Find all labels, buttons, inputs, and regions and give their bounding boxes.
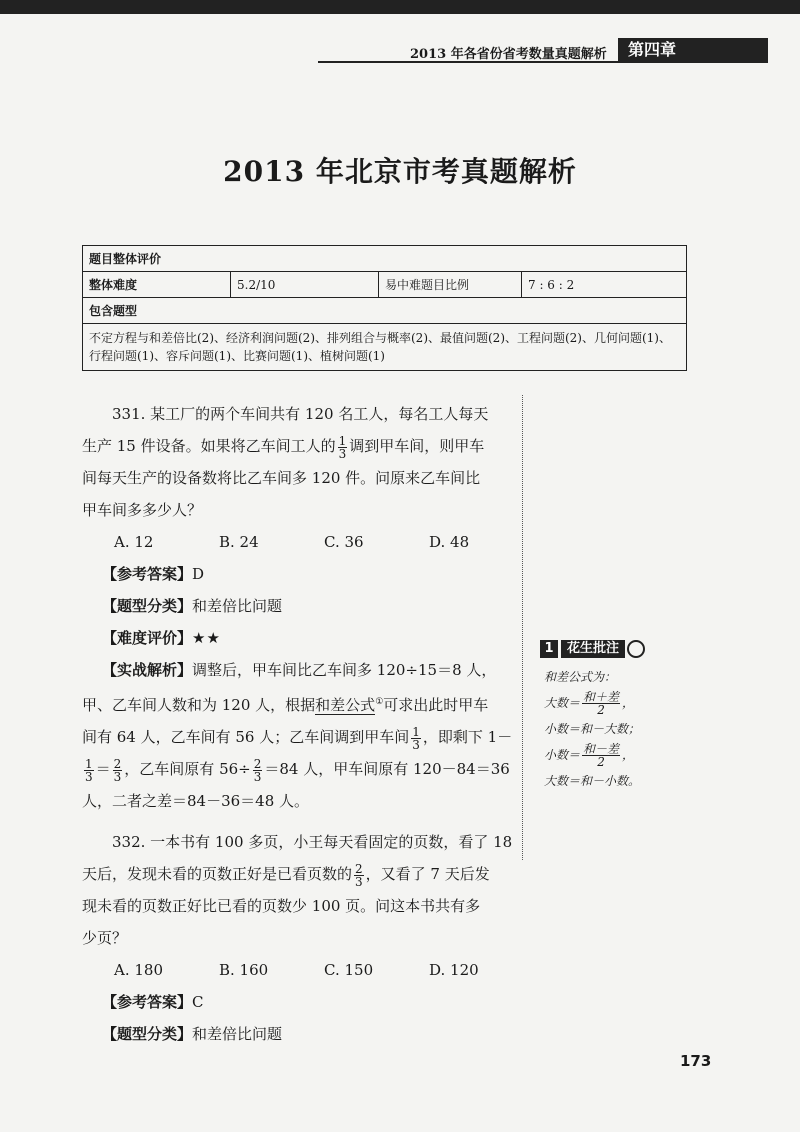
q331-line1: 331. 某工厂的两个车间共有 120 名工人，每名工人每天 [112,405,489,423]
fraction: $\frac{1}{3}$ [338,433,347,461]
q331-line3: 间每天生产的设备数将比乙车间多 120 件。问原来乙车间比 [82,469,481,487]
q332-line3: 现未看的页数正好比已看的页数少 100 页。问这本书共有多 [82,897,481,915]
q331-analysis-line1: 【实战解析】调整后，甲车间比乙车间多 120÷15＝8 人， [102,661,497,679]
question-332 [82,826,522,1050]
side-note [540,640,680,794]
q331-line2: 生产 15 件设备。如果将乙车间工人的 $\frac{1}{3}$ 调到甲车间，则甲车 [82,433,485,461]
option-b: B. 24 [219,533,259,551]
q331-analysis-line5: 人，二者之差＝84－36＝48 人。 [82,792,310,810]
q331-answer: 【参考答案】D [102,565,205,583]
pen-icon [627,640,645,658]
note-line2: 大数＝ $\frac{\text{和＋差}}{2}$ ， [544,690,635,717]
option-d: D. 120 [429,961,479,979]
types-label: 包含题型 [83,298,687,324]
header-rule [318,61,768,63]
question-331 [82,398,522,817]
option-a: A. 12 [114,533,154,551]
difficulty-stars: ★★ [192,629,221,647]
difficulty-label: 整体难度 [83,272,231,298]
q332-answer: 【参考答案】C [102,993,204,1011]
q331-analysis-line4: $\frac{1}{3}$ ＝ $\frac{2}{3}$ ，乙车间原有 56÷ $\frac{2}{3}$ ＝84 人，甲车间原有 120－84＝36 [85,756,510,784]
q331-type: 【题型分类】和差倍比问题 [102,597,283,615]
ratio-value: 7 : 6 : 2 [522,272,687,298]
option-d: D. 48 [429,533,470,551]
evaluation-table [82,245,687,371]
fraction: $\frac{2}{3}$ [355,861,363,889]
note-line4: 小数＝ $\frac{\text{和－差}}{2}$ ， [544,742,635,769]
note-line1: 和差公式为： [544,670,617,684]
running-header-text: 2013 年各省份省考数量真题解析 [410,47,607,62]
q332-type: 【题型分类】和差倍比问题 [102,1025,283,1043]
running-header [318,40,768,62]
option-c: C. 150 [324,961,374,979]
note-number: 1 [540,640,558,658]
page-number: 173 [680,1052,712,1070]
note-line3: 小数＝和－大数； [544,722,641,736]
q332-options [82,954,522,986]
note-line5: 大数＝和－小数。 [544,774,641,788]
overall-label: 题目整体评价 [83,246,687,272]
option-a: A. 180 [114,961,163,979]
column-divider [522,395,523,860]
difficulty-value: 5.2/10 [231,272,379,298]
q331-options [82,526,522,558]
chapter-badge: 第四章 [618,38,768,62]
q332-line4: 少页？ [82,929,128,947]
page-title: 2013 年北京市考真题解析 [223,155,577,188]
note-header [540,640,680,658]
q331-difficulty: 【难度评价】★★ [102,629,221,647]
q331-analysis-line2: 甲、乙车间人数和为 120 人，根据和差公式①可求出此时甲车 [82,696,489,714]
option-b: B. 160 [219,961,269,979]
q332-line1: 332. 一本书有 100 多页，小王每天看固定的页数，看了 18 [112,833,513,851]
option-c: C. 36 [324,533,364,551]
types-value: 不定方程与和差倍比(2)、经济利润问题(2)、排列组合与概率(2)、最值问题(2)、工程问题(2)、几何问题(1)、行程问题(1)、容斥问题(1)、比赛问题(1)、植树问题(1) [83,324,687,371]
q331-line4: 甲车间多多少人？ [82,501,203,519]
note-title: 花生批注 [561,640,625,658]
ratio-label: 易中难题目比例 [379,272,522,298]
top-edge-bar [0,0,800,14]
q332-line2: 天后，发现未看的页数正好是已看页数的 $\frac{2}{3}$ ，又看了 7 天后发 [82,861,490,889]
note-body [540,664,680,794]
q331-analysis-line3: 间有 64 人，乙车间有 56 人；乙车间调到甲车间 $\frac{1}{3}$ ，即剩下 1－ [82,724,513,752]
